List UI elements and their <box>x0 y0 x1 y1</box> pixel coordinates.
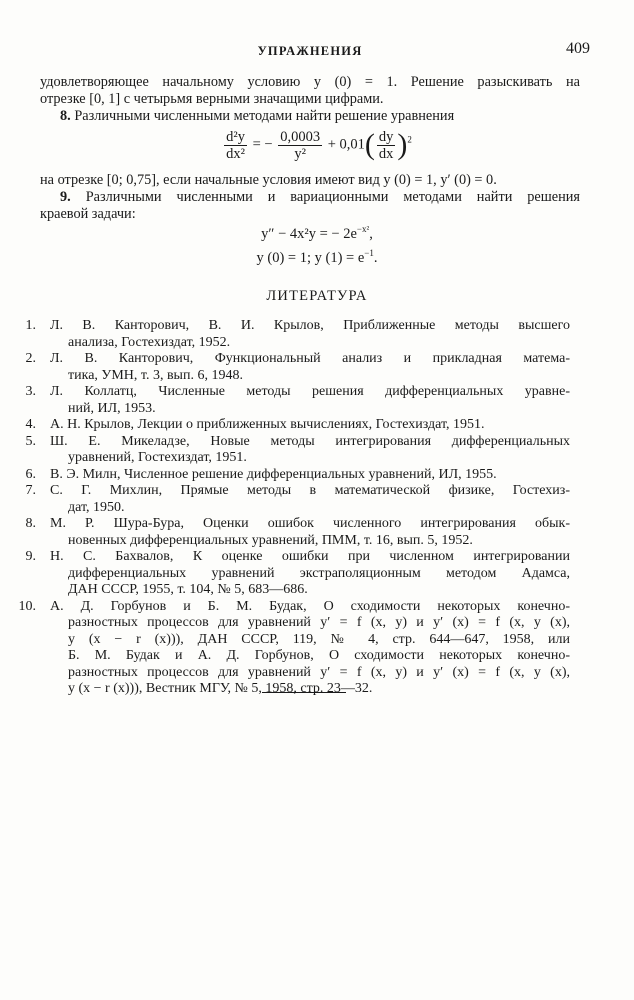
reference-item <box>25 384 570 417</box>
exercise-9-text: Различными численными и вариационными методами найти решения <box>85 189 581 205</box>
exercise-8-line <box>40 108 580 125</box>
running-title: УПРАЖНЕНИЯ <box>257 44 363 58</box>
reference-line: Л. В. Канторович, В. И. Крылов, Приближенные методы высшего <box>50 318 570 333</box>
reference-number: 3. <box>25 384 36 399</box>
exercise-9-equation-2 <box>0 248 634 267</box>
reference-line: ний, ИЛ, 1953. <box>68 400 156 416</box>
exercise-8-text: Различными численными методами найти решение уравнения <box>74 108 455 124</box>
reference-line: ДАН СССР, 1955, т. 104, № 5, 683—686. <box>68 582 308 597</box>
fraction-numerator: 0,0003 <box>280 128 321 145</box>
reference-line: дифференциальных уравнений экстраполяционным методом Адамса, <box>68 565 570 581</box>
literature-title: ЛИТЕРАТУРА <box>266 288 368 304</box>
fraction-numerator: d²y <box>226 128 245 145</box>
page-number: 409 <box>566 40 590 57</box>
exercise-9-number: 9. <box>60 189 71 205</box>
equation-punct: . <box>373 249 378 266</box>
exercise-8-after: на отрезке [0; 0,75], если начальные условия имеют вид y (0) = 1, y′ (0) = 0. <box>40 172 497 188</box>
reference-line: анализа, Гостехиздат, 1952. <box>68 334 231 350</box>
intro-line: отрезке [0, 1] с четырьмя верными значащими цифрами. <box>40 91 384 107</box>
fraction-d2y-dx2 <box>224 129 247 162</box>
reference-line: разностных процессов для уравнений y′ = f (x, y) и y′ (x) = f (x, y (x), <box>68 615 570 630</box>
reference-number: 7. <box>25 483 36 498</box>
reference-line: дат, 1950. <box>68 499 125 515</box>
page-header <box>40 40 590 64</box>
reference-line: А. Н. Крылов, Лекции о приближенных вычислениях, Гостехиздат, 1951. <box>50 417 485 432</box>
reference-item <box>18 598 570 698</box>
exercise-8-number: 8. <box>60 108 71 124</box>
equation-punct: , <box>369 225 373 242</box>
reference-line: разностных процессов для уравнений y′ = f (x, y) и y′ (x) = f (x, y (x), <box>68 664 570 680</box>
reference-line: А. Д. Горбунов и Б. М. Будак, О сходимости некоторых конечно- <box>50 598 570 614</box>
fraction-dy-dx <box>377 129 396 162</box>
equation-exponent: −1 <box>364 248 374 258</box>
reference-number: 5. <box>25 433 36 449</box>
fraction-coefficient <box>278 129 322 162</box>
reference-item <box>25 433 570 467</box>
reference-line: y (x − r (x))), ДАН СССР, 119, № 4, стр. 644—647, 1958, или <box>68 631 570 647</box>
reference-number: 2. <box>25 351 36 366</box>
end-rule <box>262 692 346 693</box>
intro-line: удовлетворяющее начальному условию y (0) = 1. Решение разыскивать на <box>40 74 580 90</box>
reference-item <box>25 483 570 516</box>
exercise-9-equation-1 <box>0 224 634 243</box>
reference-item <box>25 351 570 384</box>
reference-line: новенных дифференциальных уравнений, ПММ, т. 16, вып. 5, 1952. <box>68 532 473 548</box>
reference-item <box>25 318 570 351</box>
exercise-8-formula: $\frac{\text{d²y}}{\text{dx²}}$ = − $\frac{0,0003}{\text{y²}}$ + 0,01( $\frac{dy}{dx}$ )$^2$ <box>226 128 412 162</box>
intro-paragraph <box>40 74 580 125</box>
reference-item <box>25 466 570 484</box>
fraction-denominator: dx <box>378 145 394 162</box>
exercise-9-line: краевой задачи: <box>40 206 136 222</box>
reference-list <box>18 318 570 698</box>
reference-number: 10. <box>18 598 36 614</box>
reference-number: 4. <box>25 417 36 432</box>
reference-line: Н. С. Бахвалов, К оценке ошибки при численном интегрировании <box>50 549 570 564</box>
reference-number: 8. <box>25 516 36 531</box>
fraction-denominator: y² <box>294 145 306 162</box>
reference-line: уравнений, Гостехиздат, 1951. <box>68 450 247 465</box>
reference-line: Б. М. Будак и А. Д. Горбунов, О сходимости некоторых конечно- <box>68 648 570 663</box>
exercise-9-line <box>40 189 580 206</box>
reference-line: М. Р. Шура-Бура, Оценки ошибок численного интегрирования обык- <box>50 516 570 531</box>
reference-line: С. Г. Михлин, Прямые методы в математической физике, Гостехиз- <box>50 483 570 498</box>
formula-exponent: 2 <box>407 134 412 145</box>
reference-line: В. Э. Милн, Численное решение дифференциальных уравнений, ИЛ, 1955. <box>50 466 497 482</box>
reference-item <box>25 417 570 434</box>
equation-exponent: −x² <box>356 224 370 234</box>
reference-line: тика, УМН, т. 3, вып. 6, 1948. <box>68 367 243 383</box>
equation-text: y (0) = 1; y (1) = e <box>256 249 365 266</box>
equation-text: y″ − 4x²y = − 2e <box>261 225 357 242</box>
reference-item <box>25 516 570 549</box>
reference-line: Л. Коллатц, Численные методы решения дифференциальных уравне- <box>50 384 570 399</box>
reference-line: y (x − r (x))), Вестник МГУ, № 5, 1958, стр. 23—32. <box>68 681 373 696</box>
reference-number: 9. <box>25 549 36 564</box>
exercise-8-continuation <box>40 172 580 223</box>
reference-item <box>25 549 570 599</box>
reference-line: Л. В. Канторович, Функциональный анализ и прикладная матема- <box>50 351 570 366</box>
fraction-denominator: dx² <box>226 145 245 162</box>
reference-number: 6. <box>25 466 36 482</box>
reference-line: Ш. Е. Микеладзе, Новые методы интегрирования дифференциальных <box>50 433 570 449</box>
fraction-numerator: dy <box>378 128 394 145</box>
formula-equals: = − <box>248 136 273 153</box>
formula-plus: + 0,01 <box>324 136 365 153</box>
reference-number: 1. <box>25 318 36 333</box>
